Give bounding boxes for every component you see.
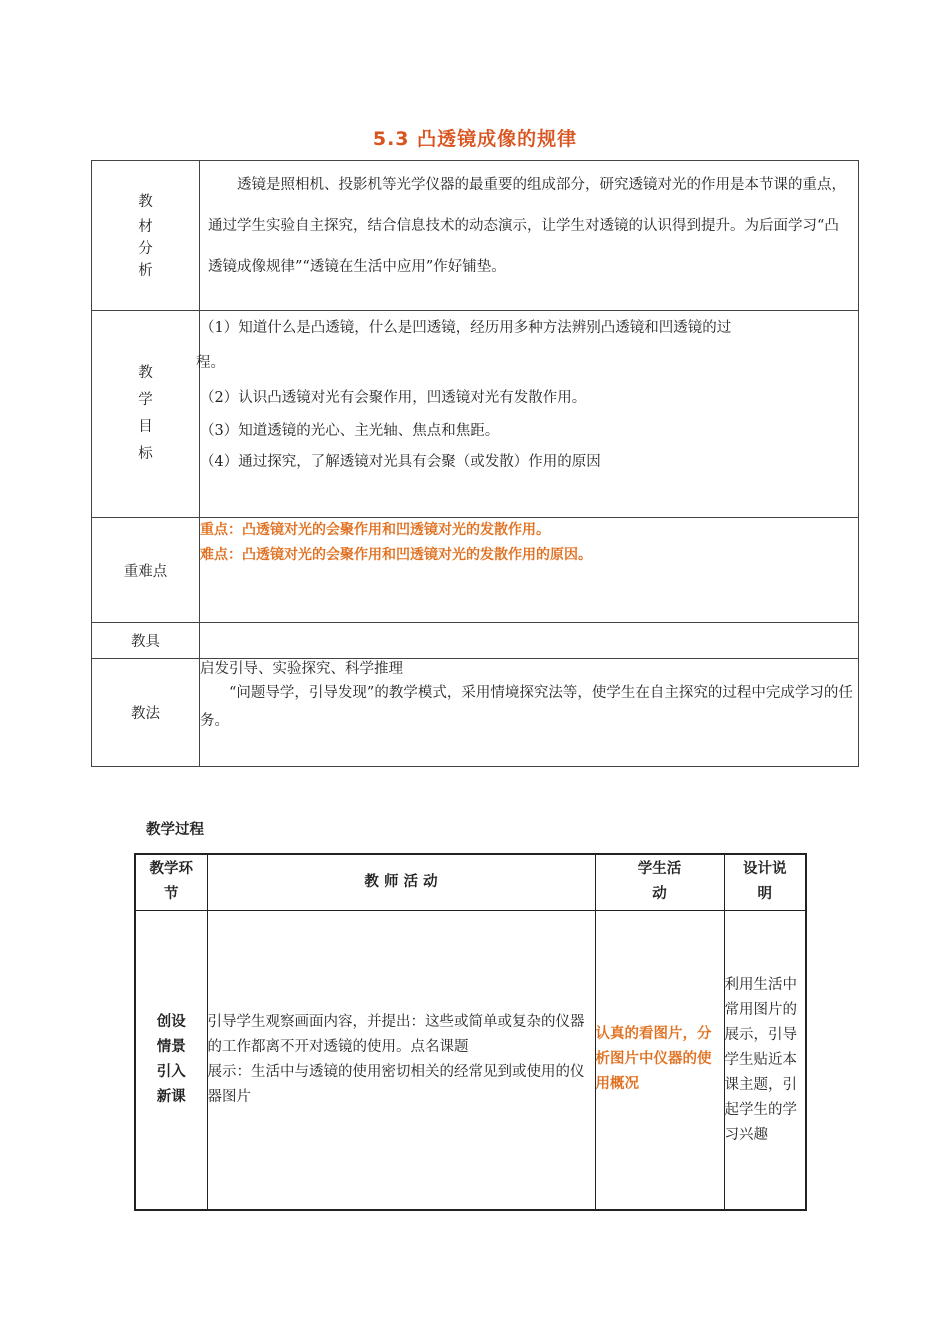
header-stage: 教学环节 xyxy=(135,854,207,910)
method-line: 启发引导、实验探究、科学推理 xyxy=(200,661,403,677)
key-points-label: 重难点 xyxy=(92,518,200,623)
label-char: 标 xyxy=(138,446,153,462)
objective-item: （4）通过探究，了解透镜对光具有会聚（或发散）作用的原因 xyxy=(200,454,601,470)
objective-item: （2）认识凸透镜对光有会聚作用，凹透镜对光有发散作用。 xyxy=(200,390,587,406)
teaching-process-table xyxy=(134,853,807,1211)
stage-cell: 创设情景引入新课 xyxy=(135,910,207,1210)
teaching-aids-value xyxy=(200,623,859,659)
teaching-method-row xyxy=(92,659,859,767)
student-cell: 认真的看图片，分析图片中仪器的使用概况 xyxy=(595,910,724,1210)
objective-item: （3）知道透镜的光心、主光轴、焦点和焦距。 xyxy=(200,423,500,439)
label-char: 教 xyxy=(138,365,153,381)
label-char: 材 xyxy=(138,219,153,235)
teaching-aids-row xyxy=(92,623,859,659)
teaching-method-content xyxy=(200,659,859,767)
label-char: 学 xyxy=(138,392,153,408)
analysis-text: 透镜是照相机、投影机等光学仪器的最重要的组成部分，研究透镜对光的作用是本节课的重点，通过学生实验自主探究，结合信息技术的动态演示，让学生对透镜的认识得到提升。为后面学习“凸透镜成像规律”“透镜在生活中应用”作好铺垫。 xyxy=(208,177,846,275)
lesson-overview-table xyxy=(91,160,859,767)
header-design: 设计说明 xyxy=(724,854,806,910)
process-header-row xyxy=(135,854,806,910)
objective-item: （1）知道什么是凸透镜，什么是凹透镜，经历用多种方法辨别凸透镜和凹透镜的过 xyxy=(200,320,732,336)
label-char: 目 xyxy=(138,419,153,435)
analysis-content xyxy=(200,161,859,311)
teacher-cell xyxy=(207,910,595,1210)
page-title: 5.3 凸透镜成像的规律 xyxy=(372,128,578,150)
header-teacher: 教 师 活 动 xyxy=(207,854,595,910)
teaching-aids-label: 教具 xyxy=(92,623,200,659)
teacher-activity: 展示：生活中与透镜的使用密切相关的经常见到或使用的仪器图片 xyxy=(207,1063,585,1105)
header-student: 学生活动 xyxy=(595,854,724,910)
focus-text: 重点：凸透镜对光的会聚作用和凹透镜对光的发散作用。 xyxy=(200,522,550,538)
key-points-row xyxy=(92,518,859,623)
label-char: 教 xyxy=(138,194,153,210)
analysis-row xyxy=(92,161,859,311)
teaching-method-label: 教法 xyxy=(92,659,200,767)
objectives-label xyxy=(92,311,200,518)
objectives-content xyxy=(196,311,859,518)
process-row xyxy=(135,910,806,1210)
label-char: 析 xyxy=(138,263,153,279)
objective-item: 程。 xyxy=(196,355,225,371)
difficulty-text: 难点：凸透镜对光的会聚作用和凹透镜对光的发散作用的原因。 xyxy=(200,547,592,563)
design-cell: 利用生活中常用图片的展示，引导学生贴近本课主题，引起学生的学习兴趣 xyxy=(724,910,806,1210)
objectives-row xyxy=(92,311,859,518)
key-points-content xyxy=(200,518,859,623)
method-paragraph: “问题导学，引导发现”的教学模式，采用情境探究法等，使学生在自主探究的过程中完成学习的任务。 xyxy=(200,685,853,729)
label-char: 分 xyxy=(138,241,153,257)
process-heading: 教学过程 xyxy=(146,822,204,838)
teacher-activity: 引导学生观察画面内容，并提出：这些或简单或复杂的仪器的工作都离不开对透镜的使用。点名课题 xyxy=(207,1013,585,1055)
analysis-label xyxy=(92,161,200,311)
